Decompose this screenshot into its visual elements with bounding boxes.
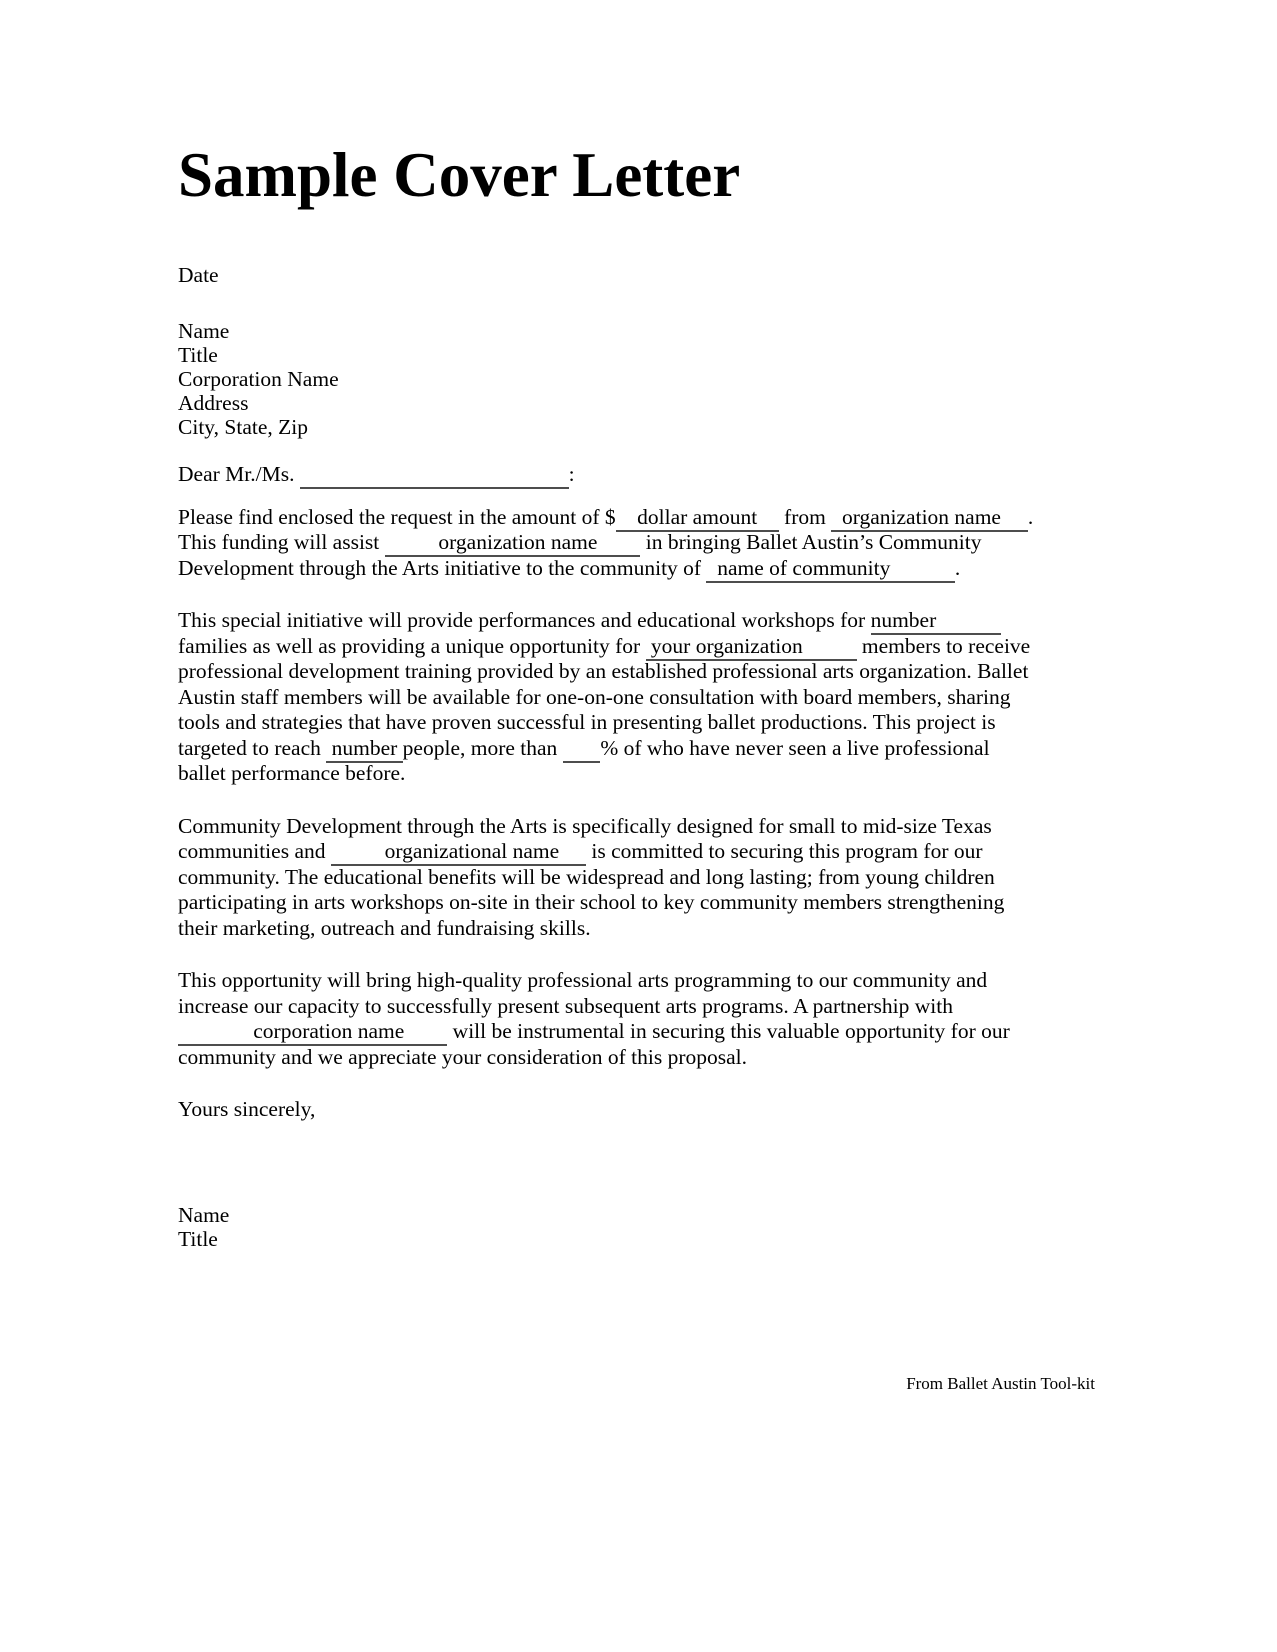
fill-in-blank: corporation name — [178, 1019, 447, 1046]
date-placeholder: Date — [178, 262, 219, 287]
body-paragraph-2: This special initiative will provide performances and educational workshops for number families as well as providing a unique opportunity for your organization members to receive professional development training provided by an established professional arts organization. Ballet Austin staff members will be available for one-on-one consultation with board members, sharing tools and strategies that have proven successful in presenting ballet productions. This project is targeted to reach number people, more than % of who have never seen a live professional ballet performance before. — [178, 608, 1031, 786]
fill-in-blank: your organization — [646, 634, 857, 661]
fill-in-blank: organizational name — [331, 839, 586, 866]
closing: Yours sincerely, — [178, 1097, 316, 1122]
body-paragraph-1: Please find enclosed the request in the amount of $ dollar amount from organization name . This funding will assist organization name in bringing Ballet Austin’s Community Development through the Arts initiative to the community of name of community . — [178, 505, 1040, 582]
fill-in-blank: number — [871, 608, 1001, 635]
footer-attribution: From Ballet Austin Tool-kit — [906, 1374, 1095, 1393]
signature-block — [178, 1203, 1040, 1251]
recipient-name: Name — [178, 318, 230, 343]
salutation: Dear Mr./Ms. : — [178, 462, 1040, 487]
recipient-corporation: Corporation Name — [178, 366, 339, 391]
fill-in-blank: dollar amount — [616, 505, 779, 532]
signature-name: Name — [178, 1203, 230, 1228]
letter-content — [178, 140, 1040, 1251]
fill-in-blank: organization name — [385, 530, 641, 557]
recipient-address: Address — [178, 390, 249, 415]
body-paragraph-3: Community Development through the Arts is specifically designed for small to mid-size Texas communities and organizational name is committed to securing this program for our community. The educational benefits will be widespread and long lasting; from young children participating in arts workshops on-site in their school to key community members strengthening their marketing, outreach and fundraising skills. — [178, 813, 1005, 940]
recipient-title: Title — [178, 342, 218, 367]
fill-in-blank — [300, 462, 569, 489]
body-paragraph-4: This opportunity will bring high-quality professional arts programming to our community and increase our capacity to successfully present subsequent arts programs. A partnership with corporation name will be instrumental in securing this valuable opportunity for our community and we appreciate your consideration of this proposal. — [178, 968, 1010, 1069]
fill-in-blank: number — [326, 736, 402, 763]
fill-in-blank: name of community — [706, 556, 954, 583]
signature-title: Title — [178, 1227, 218, 1252]
letter-title: Sample Cover Letter — [178, 140, 741, 210]
fill-in-blank — [563, 736, 601, 763]
fill-in-blank: organization name — [831, 505, 1028, 532]
recipient-city-state-zip: City, State, Zip — [178, 414, 308, 439]
recipient-block — [178, 319, 1040, 439]
